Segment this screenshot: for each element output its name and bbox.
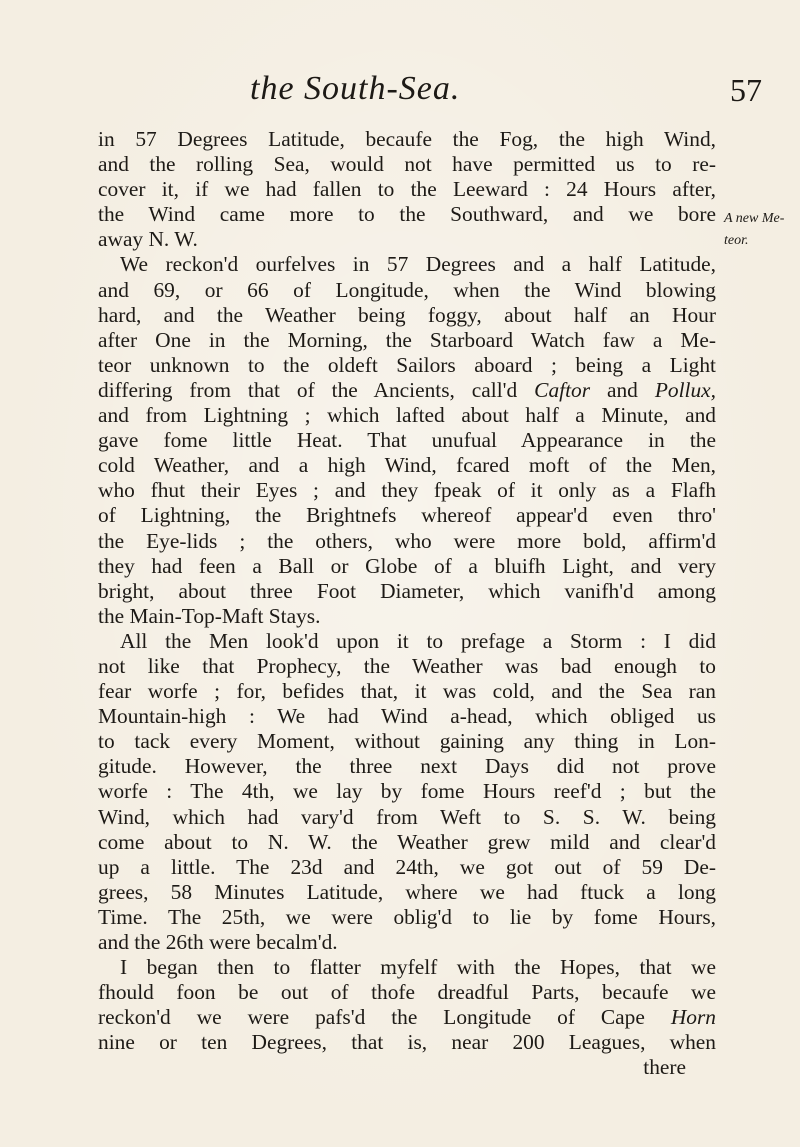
italic-castor: Caftor (534, 377, 591, 402)
text-line: not like that Prophecy, the Weather was bad enough to (98, 653, 716, 678)
text-line: and 69, or 66 of Longitude, when the Wind blowing (98, 277, 716, 302)
text-line: I began then to flatter myfelf with the Hopes, that we (120, 955, 716, 980)
text-line: gave fome little Heat. That unufual Appearance in the (98, 428, 716, 453)
marginal-note (724, 208, 800, 252)
page-number: 57 (730, 72, 762, 108)
text-line: up a little. The 23d and 24th, we got out of 59 De- (98, 854, 716, 879)
text-line: the Wind came more to the Southward, and we bore (98, 202, 716, 227)
text-line: Wind, which had vary'd from Weft to S. S. W. being (98, 804, 716, 829)
text-line: worfe : The 4th, we lay by fome Hours reef'd ; but the (98, 779, 716, 804)
text-line: of Lightning, the Brightnefs whereof appear'd even thro' (98, 503, 716, 528)
italic-pollux: Pollux, (654, 377, 716, 402)
running-head: the South-Sea. (250, 70, 461, 107)
text-line: away N. W. (98, 227, 198, 252)
text-line: cover it, if we had fallen to the Leeward : 24 Hours after, (98, 177, 716, 202)
text-line: bright, about three Foot Diameter, which vanifh'd among (98, 578, 716, 603)
text-line (98, 378, 716, 403)
text-segment: reckon'd we were pafs'd the Longitude of Cape (98, 1005, 645, 1030)
text-line: teor unknown to the oldeft Sailors aboard ; being a Light (98, 352, 716, 377)
text-line: and the 26th were becalm'd. (98, 930, 338, 954)
text-line: and the rolling Sea, would not have permitted us to re- (98, 152, 716, 177)
text-line: nine or ten Degrees, that is, near 200 Leagues, when (98, 1030, 716, 1055)
catchword: there (643, 1055, 686, 1080)
text-line: Mountain-high : We had Wind a-head, which obliged us (98, 704, 716, 729)
text-line: We reckon'd ourfelves in 57 Degrees and a half Latitude, (120, 252, 716, 277)
marginal-note-line: A new Me- (724, 211, 785, 226)
text-line: and from Lightning ; which lafted about half a Minute, and (98, 403, 716, 428)
text-segment: and (606, 377, 638, 402)
text-line: All the Men look'd upon it to prefage a Storm : I did (120, 628, 716, 653)
text-line: the Main-Top-Maft Stays. (98, 603, 321, 628)
text-line: to tack every Moment, without gaining any thing in Lon- (98, 729, 716, 754)
text-line: cold Weather, and a high Wind, fcared moft of the Men, (98, 453, 716, 478)
text-line (98, 1005, 716, 1030)
text-line: after One in the Morning, the Starboard Watch faw a Me- (98, 327, 716, 352)
text-line: fear worfe ; for, befides that, it was cold, and the Sea ran (98, 679, 716, 704)
text-line: grees, 58 Minutes Latitude, where we had ftuck a long (98, 879, 716, 904)
text-line: Time. The 25th, we were oblig'd to lie by fome Hours, (98, 904, 716, 929)
text-segment: differing from that of the Ancients, call'd (98, 377, 518, 402)
text-line: fhould foon be out of thofe dreadful Parts, becaufe we (98, 980, 716, 1005)
text-line: come about to N. W. the Weather grew mild and clear'd (98, 829, 716, 854)
marginal-note-line: teor. (724, 233, 749, 248)
italic-horn: Horn (670, 1005, 716, 1030)
text-line: they had feen a Ball or Globe of a bluifh Light, and very (98, 553, 716, 578)
text-line: hard, and the Weather being foggy, about half an Hour (98, 302, 716, 327)
text-line: the Eye-lids ; the others, who were more bold, affirm'd (98, 528, 716, 553)
text-line: gitude. However, the three next Days did not prove (98, 754, 716, 779)
text-line: who fhut their Eyes ; and they fpeak of it only as a Flafh (98, 478, 716, 503)
text-line: in 57 Degrees Latitude, becaufe the Fog, the high Wind, (98, 127, 716, 151)
body-text (98, 127, 716, 1081)
